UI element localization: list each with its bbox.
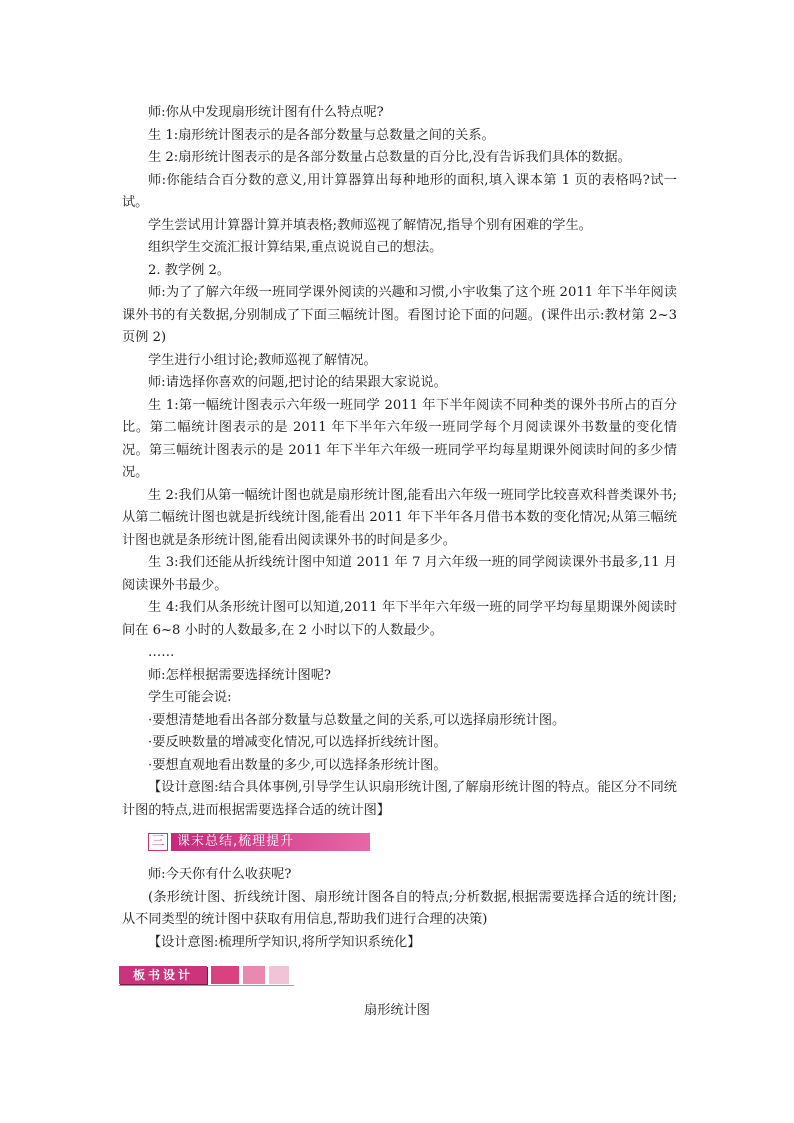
decor-square-icon [243,966,265,984]
list-item: ·要想清楚地看出各部分数量与总数量之间的关系,可以选择扇形统计图。 [148,712,566,728]
section-header [148,832,370,852]
paragraph: 学生可能会说: [148,690,232,705]
paragraph: 生 3:我们还能从折线统计图中知道 2011 年 7 月六年级一班的同学阅读课外书最多,11 月阅读课外书最少。 [122,555,677,593]
paragraph: 生 1:扇形统计图表示的是各部分数量与总数量之间的关系。 [148,127,495,143]
decor-square-icon [211,966,239,984]
header-rule [119,985,294,986]
paragraph: 师:你从中发现扇形统计图有什么特点呢? [148,105,384,120]
list-item: ·要反映数量的增减变化情况,可以选择折线统计图。 [148,735,447,750]
section-title: 课末总结,梳理提升 [171,833,370,851]
main-text [122,102,677,822]
board-design-label: 板书设计 [119,966,207,984]
paragraph: 师:请选择你喜欢的问题,把讨论的结果跟大家说说。 [148,375,447,390]
list-item: ·要想直观地看出数量的多少,可以选择条形统计图。 [148,757,447,773]
paragraph-list-a [122,102,677,710]
paragraph: 生 2:扇形统计图表示的是各部分数量占总数量的百分比,没有告诉我们具体的数据。 [148,150,631,165]
paragraph: 师:今天你有什么收获呢? [148,867,292,882]
paragraph: 学生尝试用计算器计算并填表格;教师巡视了解情况,指导个别有困难的学生。 [148,217,592,233]
paragraph: 生 1:第一幅统计图表示六年级一班同学 2011 年下半年阅读不同种类的课外书所占的百分比。第二幅统计图表示的是 2011 年下半年六年级一班同学每个月阅读课外书数量的变化情况。第三幅统计图表示的是 2011 年下半年六年级一班同学平均每星期课外阅读时间的多少情况。 [122,397,677,480]
paragraph: 学生进行小组讨论;教师巡视了解情况。 [148,352,377,368]
paragraph: 生 2:我们从第一幅统计图也就是扇形统计图,能看出六年级一班同学比较喜欢科普类课外书;从第二幅统计图也就是折线统计图,能看出 2011 年下半年各月借书本数的变化情况;从第三幅统计图也就是条形统计图,能看出阅读课外书的时间是多少。 [122,487,677,548]
design-note: 【设计意图:梳理所学知识,将所学知识系统化】 [148,934,421,950]
paragraph: (条形统计图、折线统计图、扇形统计图各自的特点;分析数据,根据需要选择合适的统计图;从不同类型的统计图中获取有用信息,帮助我们进行合理的决策) [122,889,677,927]
board-design-header [119,964,289,986]
decor-square-icon [269,966,289,984]
paragraph: 师:怎样根据需要选择统计图呢? [148,667,331,683]
summary-text [122,864,677,954]
paragraph: 师:为了了解六年级一班同学课外阅读的兴趣和习惯,小宇收集了这个班 2011 年下半年阅读课外书的有关数据,分别制成了下面三幅统计图。看图讨论下面的问题。(课件出示:教材第 2~3 页例 2) [122,285,677,345]
paragraph: 生 4:我们从条形统计图可以知道,2011 年下半年六年级一班的同学平均每星期课外阅读时间在 6~8 小时的人数最多,在 2 小时以下的人数最少。 [122,600,677,638]
paragraph: 2. 教学例 2。 [148,262,231,278]
design-note: 【设计意图:结合具体事例,引导学生认识扇形统计图,了解扇形统计图的特点。能区分不同统计图的特点,进而根据需要选择合适的统计图】 [122,780,677,818]
paragraph: …… [148,645,175,660]
paragraph: 师:你能结合百分数的意义,用计算器算出每种地形的面积,填入课本第 1 页的表格吗?试一试。 [122,172,677,210]
section-number: 三 [148,833,168,851]
board-title: 扇形统计图 [364,1003,430,1018]
bullet-list [122,710,677,778]
paragraph: 组织学生交流汇报计算结果,重点说说自己的想法。 [148,240,443,255]
